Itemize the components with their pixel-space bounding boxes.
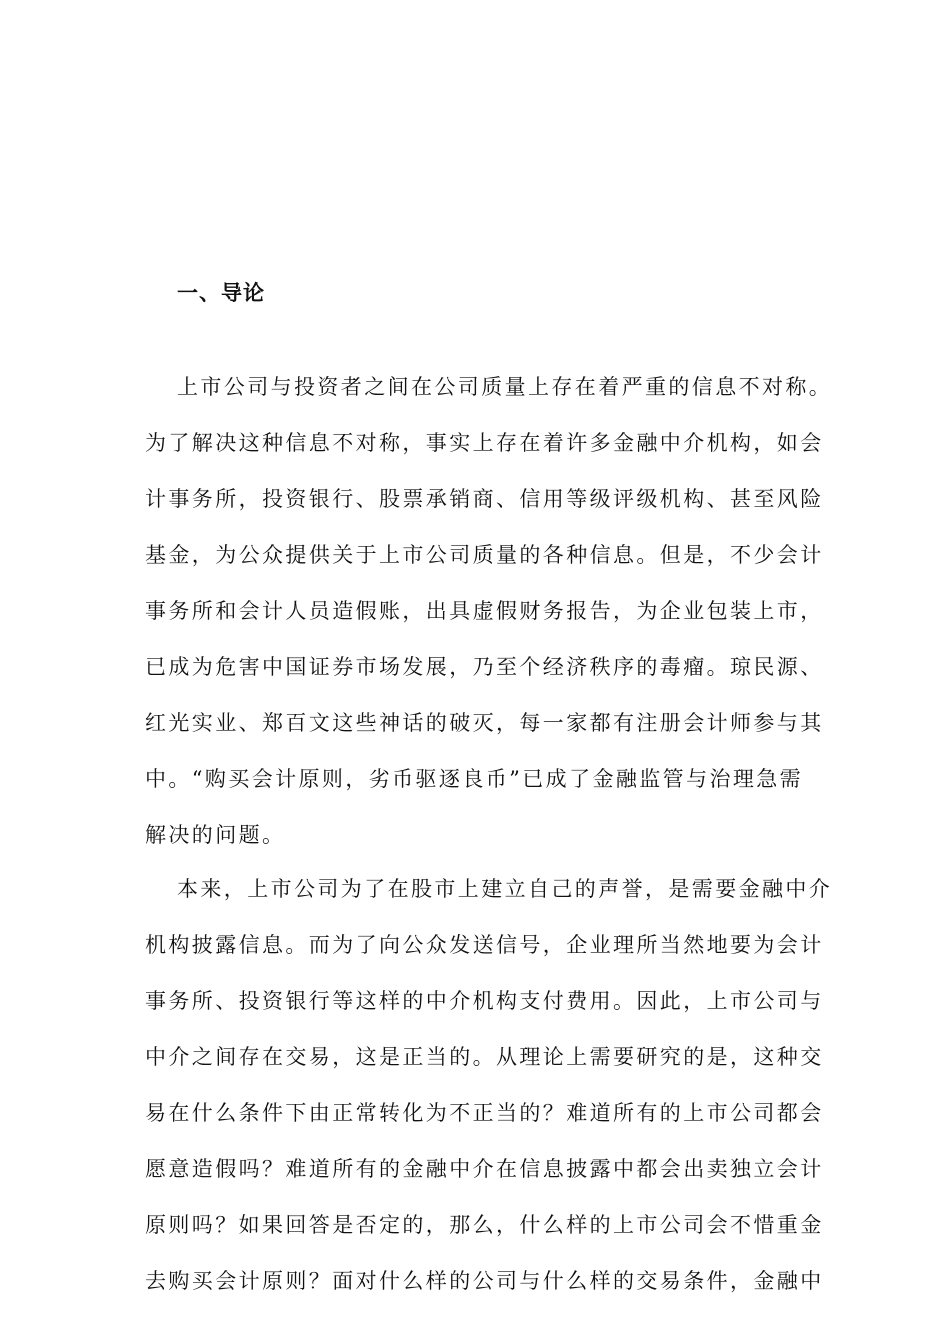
paragraph-line: 基金，为公众提供关于上市公司质量的各种信息。但是，不少会计 <box>145 543 824 567</box>
paragraph-line: 上市公司与投资者之间在公司质量上存在着严重的信息不对称。 <box>177 375 833 399</box>
paragraph-line: 易在什么条件下由正常转化为不正当的？难道所有的上市公司都会 <box>145 1101 824 1125</box>
paragraph-line: 中介之间存在交易，这是正当的。从理论上需要研究的是，这种交 <box>145 1045 824 1069</box>
paragraph-line: 去购买会计原则？面对什么样的公司与什么样的交易条件，金融中 <box>145 1269 824 1293</box>
paragraph-line: 事务所和会计人员造假账，出具虚假财务报告，为企业包装上市， <box>145 599 824 623</box>
paragraph-line: 愿意造假吗？难道所有的金融中介在信息披露中都会出卖独立会计 <box>145 1157 824 1181</box>
paragraph-line: 机构披露信息。而为了向公众发送信号，企业理所当然地要为会计 <box>145 933 824 957</box>
paragraph-line: 解决的问题。 <box>145 823 286 847</box>
paragraph-line: 红光实业、郑百文这些神话的破灭，每一家都有注册会计师参与其 <box>145 711 824 735</box>
paragraph-line: 计事务所，投资银行、股票承销商、信用等级评级机构、甚至风险 <box>145 487 824 511</box>
section-heading: 一、导论 <box>177 280 265 305</box>
paragraph-line: 事务所、投资银行等这样的中介机构支付费用。因此，上市公司与 <box>145 989 824 1013</box>
paragraph-line: 原则吗？如果回答是否定的，那么，什么样的上市公司会不惜重金 <box>145 1213 824 1237</box>
paragraph-line: 中。“购买会计原则，劣币驱逐良币”已成了金融监管与治理急需 <box>145 767 804 791</box>
paragraph-line: 本来，上市公司为了在股市上建立自己的声誉，是需要金融中介 <box>177 877 833 901</box>
paragraph-line: 为了解决这种信息不对称，事实上存在着许多金融中介机构，如会 <box>145 431 824 455</box>
paragraph-line: 已成为危害中国证券市场发展，乃至个经济秩序的毒瘤。琼民源、 <box>145 655 824 679</box>
